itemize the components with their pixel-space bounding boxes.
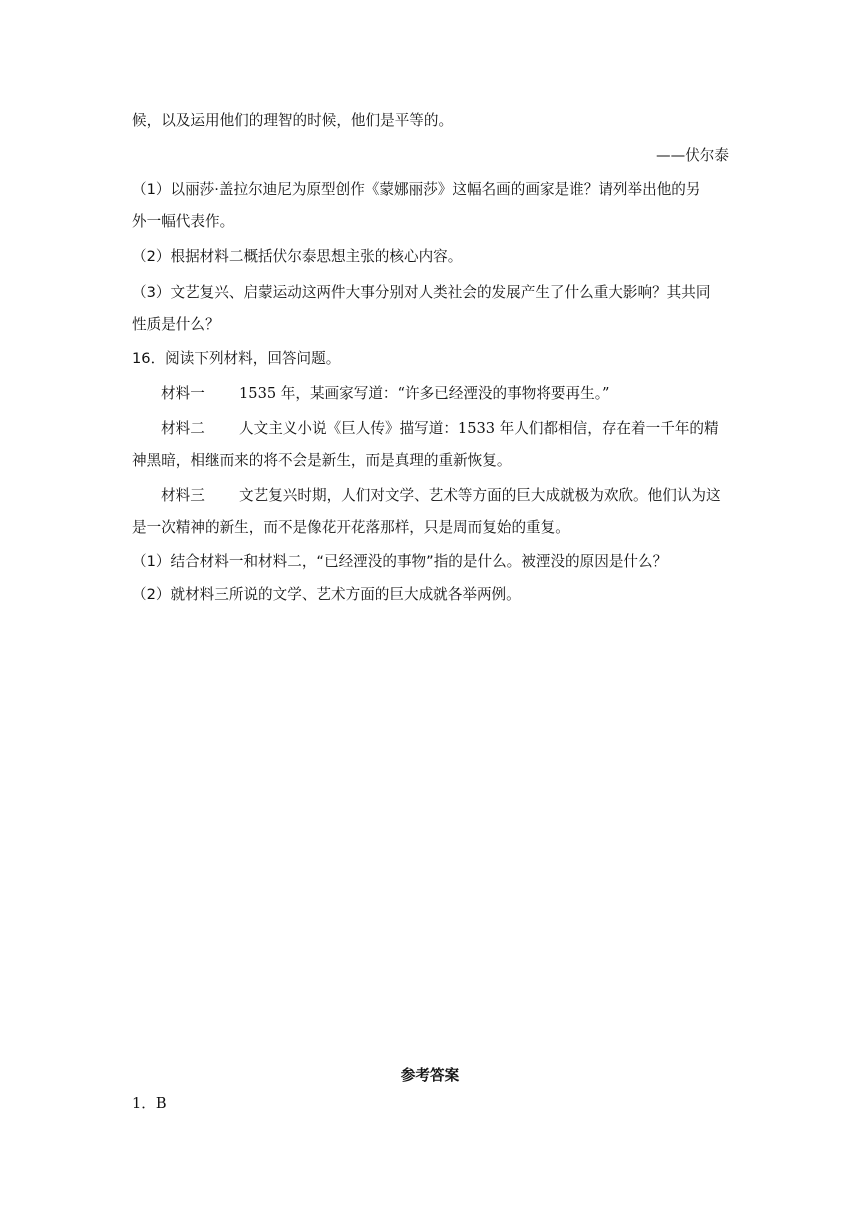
- question-3-line-2: 性质是什么？: [132, 316, 220, 333]
- material-3-label: 材料三: [161, 487, 205, 504]
- material-3-text-2: 是一次精神的新生，而不是像花开花落那样，只是周而复始的重复。: [132, 519, 570, 536]
- material-2-text-1: 人文主义小说《巨人传》描写道：1533 年人们都相信，存在着一千年的精: [239, 420, 719, 437]
- question-2: （2）根据材料二概括伏尔泰思想主张的核心内容。: [132, 248, 463, 265]
- material-1-text: 1535 年，某画家写道：“许多已经湮没的事物将要再生。”: [239, 385, 610, 402]
- answer-1: 1．B: [132, 1095, 167, 1112]
- question-16-1: （1）结合材料一和材料二，“已经湮没的事物”指的是什么。被湮没的原因是什么？: [132, 553, 668, 570]
- question-16-2: （2）就材料三所说的文学、艺术方面的巨大成就各举两例。: [132, 586, 521, 603]
- text-line: 候，以及运用他们的理智的时候，他们是平等的。: [132, 112, 454, 129]
- answers-title: 参考答案: [400, 1067, 460, 1084]
- material-2-label: 材料二: [161, 420, 205, 437]
- question-16-heading: 16．阅读下列材料，回答问题。: [132, 350, 341, 367]
- material-3: [161, 487, 721, 505]
- material-2: [161, 420, 719, 438]
- material-3-text-1: 文艺复兴时期，人们对文学、艺术等方面的巨大成就极为欢欣。他们认为这: [239, 487, 721, 504]
- question-3-line-1: （3）文艺复兴、启蒙运动这两件大事分别对人类社会的发展产生了什么重大影响？其共同: [132, 284, 711, 301]
- material-1-label: 材料一: [161, 385, 205, 402]
- quote-attribution: ——伏尔泰: [656, 147, 729, 164]
- question-1-line-2: 外一幅代表作。: [132, 213, 235, 230]
- material-1: [161, 385, 609, 403]
- material-2-text-2: 神黑暗，相继而来的将不会是新生，而是真理的重新恢复。: [132, 452, 512, 469]
- question-1-line-1: （1）以丽莎·盖拉尔迪尼为原型创作《蒙娜丽莎》这幅名画的画家是谁？请列举出他的另: [132, 181, 701, 198]
